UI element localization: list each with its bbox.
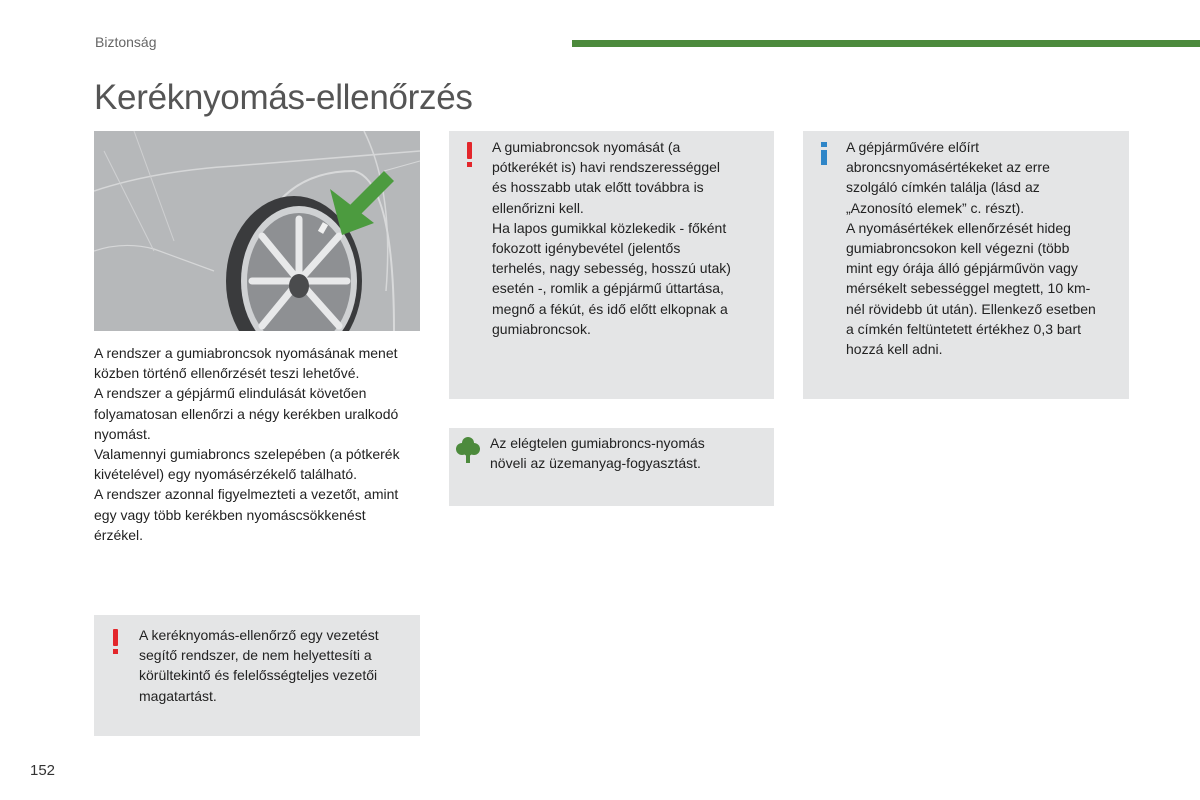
info-line-1: A gépjárművére előírt (846, 139, 980, 155)
info-line-7: mint egy órája álló gépjárművön vagy (846, 260, 1078, 277)
main-paragraph-3: Valamennyi gumiabroncs szelepében (a pótkerék kivételével) egy nyomásérzékelő található. (94, 446, 400, 483)
wheel-illustration (94, 131, 420, 331)
info-line-2: abroncsnyomásértékeket az erre (846, 159, 1050, 176)
warning-middle-line-6: fokozott igénybevétel (jelentős (492, 240, 681, 257)
page-number: 152 (30, 762, 56, 779)
warning-middle-line-3: és hosszabb utak előtt továbbra is (492, 179, 704, 196)
info-box (803, 131, 1129, 399)
main-paragraph-4: A rendszer azonnal figyelmezteti a vezetőt, amint egy vagy több kerékben nyomáscsökkenést érzékel. (94, 486, 399, 543)
info-line-6: gumiabroncsokon kell végezni (több (846, 240, 1070, 257)
info-line-5: A nyomásértékek ellenőrzését hideg (846, 219, 1071, 236)
info-line-9: nél rövidebb út után). Ellenkező esetben (846, 300, 1096, 317)
warning-left-line-3: körültekintő és felelősségteljes vezetői (139, 667, 378, 684)
tree-icon (456, 435, 480, 463)
main-paragraph-1: A rendszer a gumiabroncsok nyomásának menet közben történő ellenőrzését teszi lehetővé. (94, 345, 398, 382)
warning-middle-line-2: pótkerékét is) havi rendszerességgel (492, 159, 721, 176)
warning-middle-line-9: megnő a fékút, és idő előtt elkopnak a (492, 300, 728, 317)
warning-middle-line-4: ellenőrizni kell. (492, 199, 584, 216)
warning-middle-line-8: esetén -, romlik a gépjármű úttartása, (492, 280, 724, 297)
main-text (94, 343, 414, 545)
eco-line-1: Az elégtelen gumiabroncs-nyomás (490, 435, 705, 451)
header-accent-rule (572, 40, 1200, 47)
info-line-8: mérsékelt sebességgel megtett, 10 km- (846, 280, 1091, 297)
warning-left-line-4: magatartást. (139, 687, 217, 704)
eco-box (449, 428, 774, 506)
warning-middle-line-10: gumiabroncsok. (492, 320, 591, 337)
page-title: Keréknyomás-ellenőrzés (94, 78, 473, 117)
warning-middle-line-5: Ha lapos gumikkal közlekedik - főként (492, 219, 727, 236)
main-paragraph-2: A rendszer a gépjármű elindulását követően folyamatosan ellenőrzi a négy kerékben uralkodó nyomást. (94, 385, 399, 442)
eco-line-2: növeli az üzemanyag-fogyasztást. (490, 455, 701, 472)
info-line-4: „Azonosító elemek” c. részt). (846, 199, 1025, 216)
exclamation-icon (110, 629, 120, 654)
warning-box-left (94, 615, 420, 736)
warning-left-line-1: A keréknyomás-ellenőrző egy vezetést (139, 627, 379, 643)
warning-left-line-2: segítő rendszer, de nem helyettesíti a (139, 647, 372, 664)
info-icon (819, 142, 829, 165)
warning-middle-line-1: A gumiabroncsok nyomását (a (492, 139, 681, 155)
exclamation-icon (464, 142, 474, 167)
info-line-10: a címkén feltüntetett értékhez 0,3 bart (846, 320, 1082, 337)
section-label: Biztonság (95, 34, 157, 50)
info-line-11: hozzá kell adni. (846, 341, 943, 358)
warning-middle-line-7: terhelés, nagy sebesség, hosszú utak) (492, 260, 731, 277)
info-line-3: szolgáló címkén találja (lásd az (846, 179, 1040, 196)
warning-box-middle (449, 131, 774, 399)
